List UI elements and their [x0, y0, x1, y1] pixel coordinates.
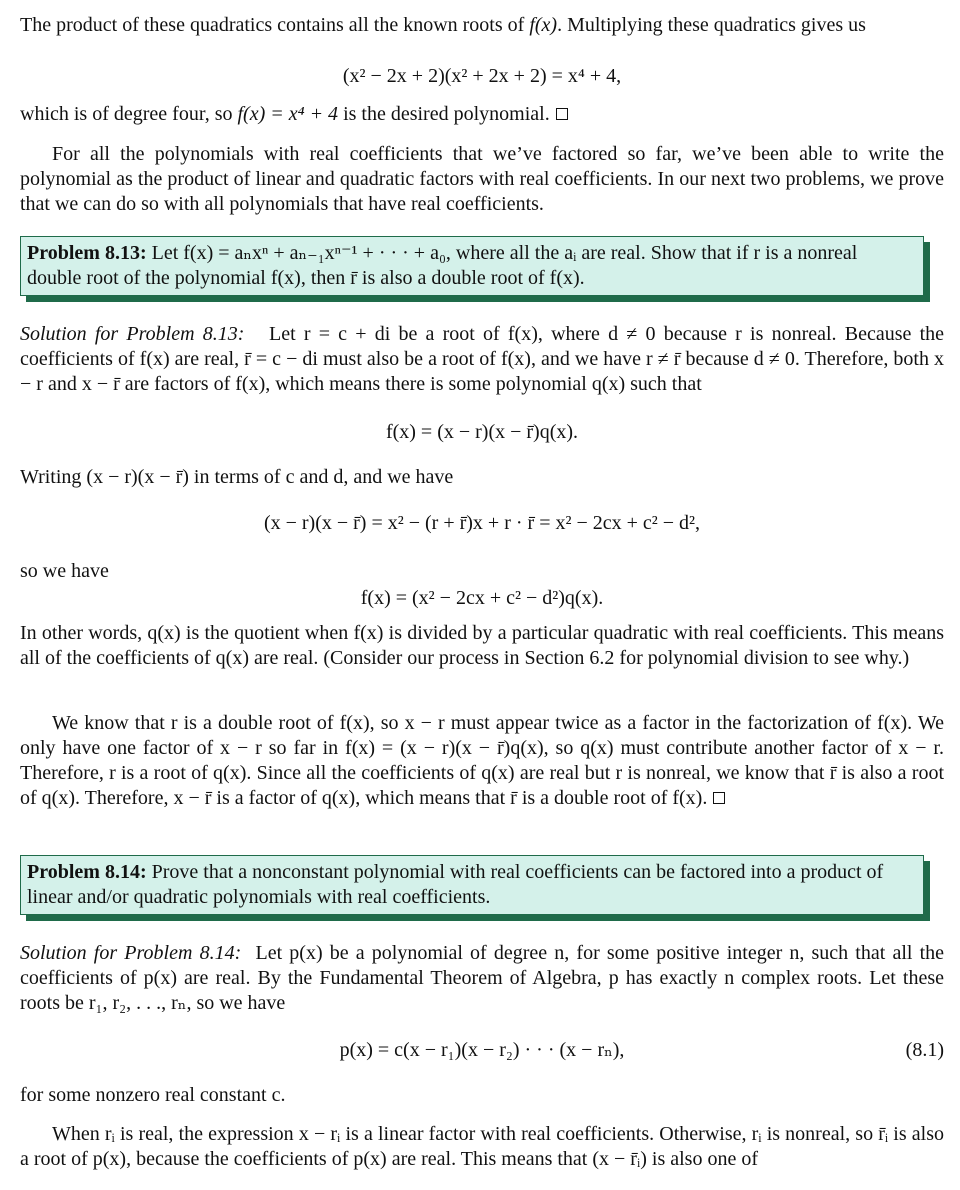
problem-box-8-13 — [20, 236, 924, 296]
text-span: . Multiplying these quadratics gives us — [557, 14, 866, 36]
paragraph-so-we-have — [20, 559, 944, 584]
paragraph-writing — [20, 465, 944, 490]
paragraph-text: Writing (x − r)(x − r̄) in terms of c and d, and we have — [20, 466, 454, 488]
text-span: which is of degree four, so — [20, 103, 238, 125]
text-span: is the desired polynomial. — [338, 103, 550, 125]
solution-8-14 — [20, 941, 944, 1016]
text-span: The product of these quadratics contains all the known roots of — [20, 14, 530, 36]
paragraph-intro — [20, 13, 944, 38]
equation-root-factorization — [20, 1038, 944, 1063]
problem-statement: Prove that a nonconstant polynomial with real coefficients can be factored into a product of linear and/or quadratic polynomials with real coefficients. — [27, 861, 884, 908]
qed-square-icon — [556, 108, 568, 120]
paragraph-transition — [20, 142, 944, 217]
math-inline: f(x) = x⁴ + 4 — [237, 103, 339, 125]
equation-number: (8.1) — [905, 1039, 944, 1061]
equation-factorization: f(x) = (x − r)(x − r̄)q(x). — [385, 421, 579, 443]
paragraph-text: When rᵢ is real, the expression x − rᵢ is a linear factor with real coefficients. Otherwise, rᵢ is nonreal, so r̄ᵢ is also a root of p(x), because the coefficients of p(x) are real. This means that (x − r̄ᵢ) is also one of — [20, 1123, 944, 1170]
equation-quotient: f(x) = (x² − 2cx + c² − d²)q(x). — [360, 587, 604, 609]
solution-text: Let p(x) be a polynomial of degree n, for some positive integer n, such that all the coefficients of p(x) are real. By the Fundamental Theorem of Algebra, p has exactly n complex roots. Let these roots be r₁, r₂, . . ., rₙ, so we have — [20, 942, 945, 1014]
problem-statement: Let f(x) = aₙxⁿ + aₙ₋₁xⁿ⁻¹ + · · · + a₀, where all the aᵢ are real. Show that if r is a nonreal double root of the polynomial f(x), then r̄ is also a double root of f(x). — [27, 242, 858, 289]
qed-square-icon — [713, 792, 725, 804]
problem-label: Problem 8.14: — [27, 861, 147, 883]
solution-label: Solution for Problem 8.13: — [20, 323, 245, 345]
math-inline: f(x) — [529, 14, 558, 36]
solution-label: Solution for Problem 8.14: — [20, 942, 242, 964]
equation-quadratic-product: (x² − 2x + 2)(x² + 2x + 2) = x⁴ + 4, — [342, 65, 622, 87]
solution-text: Let r = c + di be a root of f(x), where d ≠ 0 because r is nonreal. Because the coefficients of f(x) are real, r̄ = c − di must also be a root of f(x), and we have r ≠ r̄ because d ≠ 0. Therefore, both x − r and x − r̄ are factors of f(x), which means there is some polynomial q(x) such that — [20, 323, 945, 395]
paragraph-text: for some nonzero real constant c. — [20, 1084, 286, 1106]
paragraph-linear-factor — [20, 1122, 944, 1172]
solution-8-13 — [20, 322, 944, 397]
paragraph-text: In other words, q(x) is the quotient when f(x) is divided by a particular quadratic with real coefficients. This means all of the coefficients of q(x) are real. (Consider our process in Section 6.2 for polynomial division to see why.) — [20, 622, 944, 669]
equation-expansion: (x − r)(x − r̄) = x² − (r + r̄)x + r · r̄ = x² − 2cx + c² − d², — [263, 512, 701, 534]
paragraph-conclusion — [20, 102, 944, 127]
equation-text: p(x) = c(x − r₁)(x − r₂) · · · (x − rₙ), — [339, 1039, 625, 1061]
paragraph-text: For all the polynomials with real coefficients that we’ve factored so far, we’ve been able to write the polynomial as the product of linear and quadratic factors with real coefficients. In our next two problems, we prove that we can do so with all polynomials that have real coefficients. — [20, 143, 944, 215]
paragraph-double-root — [20, 711, 944, 811]
paragraph-text: so we have — [20, 560, 109, 582]
paragraph-in-other-words — [20, 621, 944, 671]
problem-label: Problem 8.13: — [27, 242, 147, 264]
problem-box-8-14 — [20, 855, 924, 915]
paragraph-text: We know that r is a double root of f(x), so x − r must appear twice as a factor in the factorization of f(x). We only have one factor of x − r so far in f(x) = (x − r)(x − r̄)q(x), so q(x) must contribute another factor of x − r. Therefore, r is a root of q(x). Since all the coefficients of q(x) are real but r is nonreal, we know that r̄ is also a root of q(x). Therefore, x − r̄ is a factor of q(x), which means that r̄ is a double root of f(x). — [20, 712, 944, 809]
paragraph-constant — [20, 1083, 944, 1108]
